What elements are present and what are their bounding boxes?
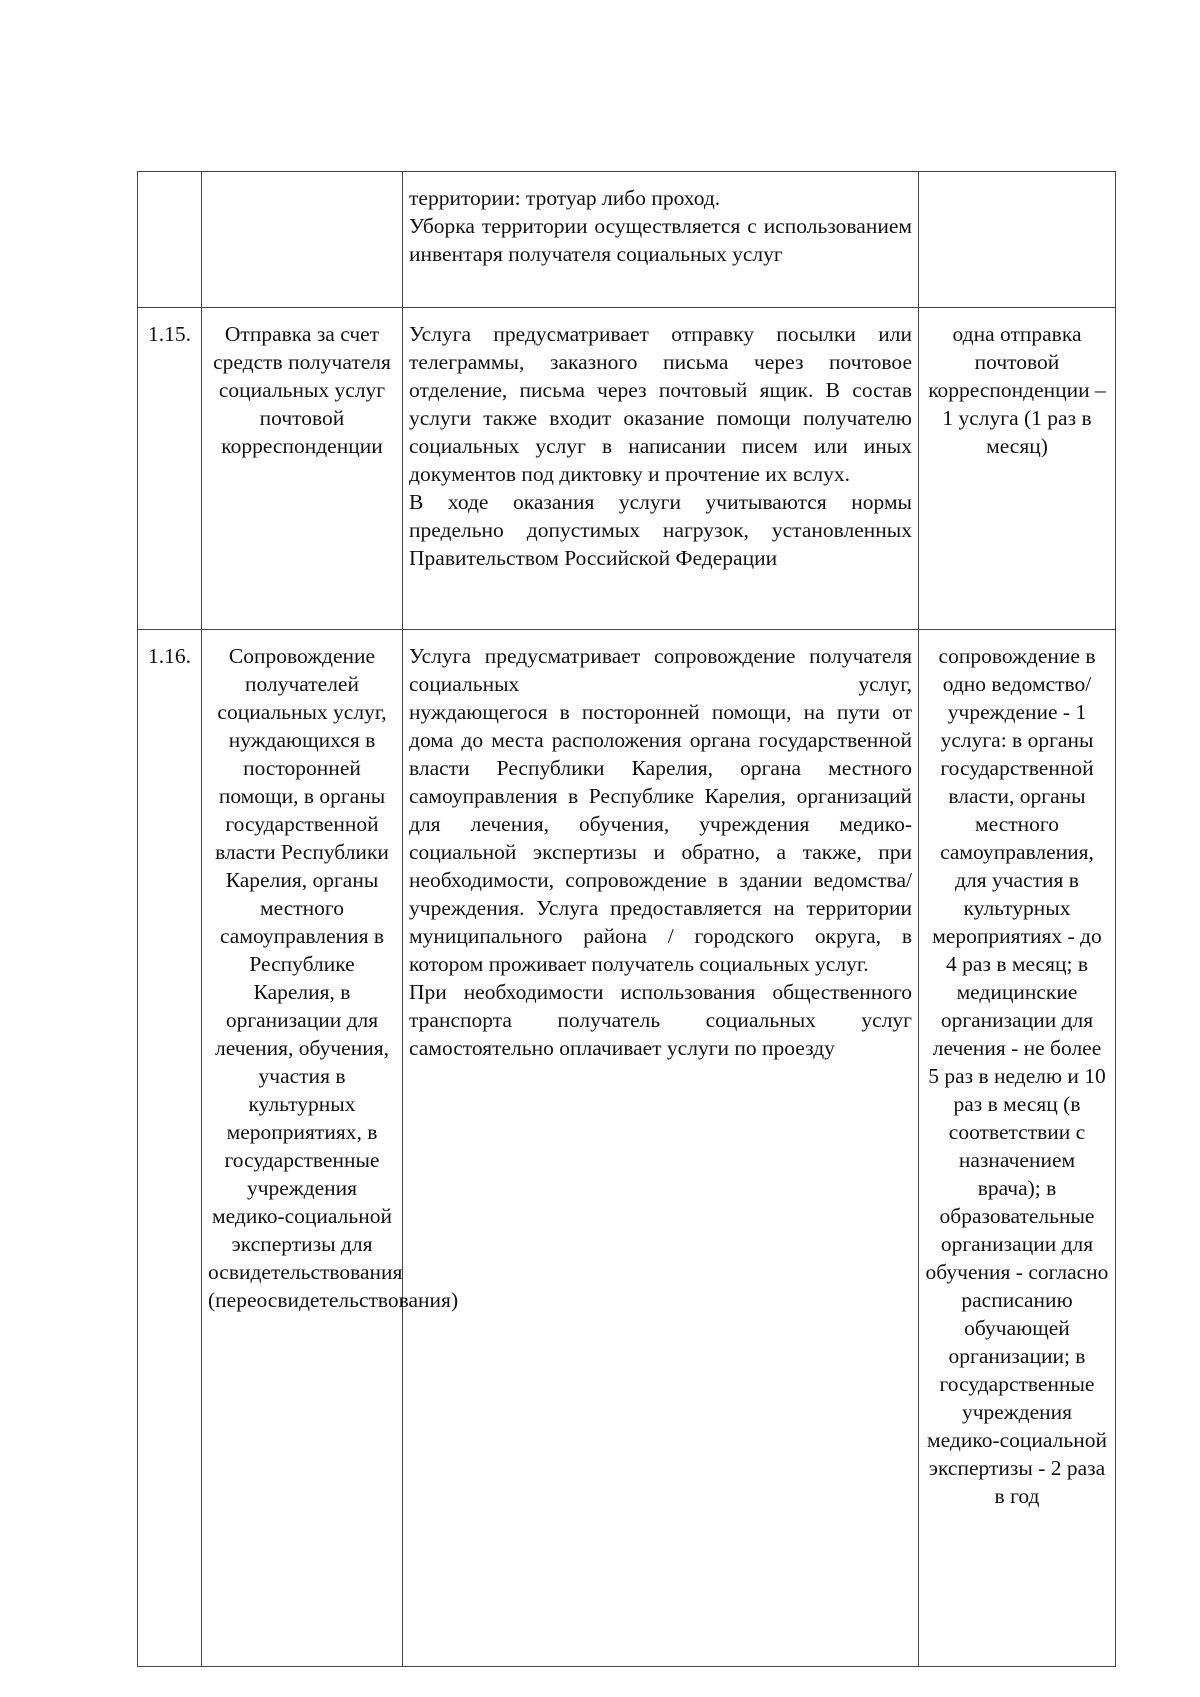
service-description-cell <box>403 630 919 1667</box>
description-paragraph: Уборка территории осуществляется с использованием инвентаря получателя социальных услуг <box>409 214 912 266</box>
row-number-cell: 1.16. <box>138 630 202 1667</box>
service-description-cell <box>403 308 919 630</box>
service-volume-cell <box>919 172 1116 308</box>
service-description-cell <box>403 172 919 308</box>
row-number-cell <box>138 172 202 308</box>
table-row <box>138 630 1116 1667</box>
description-paragraph: При необходимости использования общественного транспорта получатель социальных услуг самостоятельно оплачивает услуги по проезду <box>409 980 912 1060</box>
table-row <box>138 308 1116 630</box>
row-number-cell: 1.15. <box>138 308 202 630</box>
social-services-table <box>137 171 1116 1667</box>
service-name-cell: Сопровождение получателей социальных услуг, нуждающихся в посторонней помощи, в органы государственной власти Республики Карелия, органы местного самоуправления в Республике Карелия, в организации для лечения, обучения, участия в культурных мероприятиях, в государственные учреждения медико-социальной экспертизы для освидетельствования (переосвидетельствования) <box>202 630 403 1667</box>
description-paragraph: Услуга предусматривает сопровождение получателя социальных услуг, <box>409 644 912 696</box>
description-paragraph: В ходе оказания услуги учитываются нормы предельно допустимых нагрузок, установленных Правительством Российской Федерации <box>409 490 912 570</box>
description-paragraph: нуждающегося в посторонней помощи, на пути от дома до места расположения органа государственной власти Республики Карелия, органа местного самоуправления в Республике Карелия, организаций для лечения, обучения, учреждения медико-социальной экспертизы и обратно, а также, при необходимости, сопровождение в здании ведомства/учреждения. Услуга предоставляется на территории муниципального района / городского округа, в котором проживает получатель социальных услуг. <box>409 700 912 976</box>
table-row <box>138 172 1116 308</box>
service-name-cell <box>202 172 403 308</box>
service-volume-cell: сопровождение в одно ведомство/учреждение - 1 услуга: в органы государственной власти, органы местного самоуправления, для участия в культурных мероприятиях - до 4 раз в месяц; в медицинские организации для лечения - не более 5 раз в неделю и 10 раз в месяц (в соответствии с назначением врача); в образовательные организации для обучения - согласно расписанию обучающей организации; в государственные учреждения медико-социальной экспертизы - 2 раза в год <box>919 630 1116 1667</box>
service-volume-cell: одна отправка почтовой корреспонденции – 1 услуга (1 раз в месяц) <box>919 308 1116 630</box>
description-paragraph: территории: тротуар либо проход. <box>409 186 721 210</box>
service-name-cell: Отправка за счет средств получателя социальных услуг почтовой корреспонденции <box>202 308 403 630</box>
description-paragraph: Услуга предусматривает отправку посылки или телеграммы, заказного письма через почтовое отделение, письма через почтовый ящик. В состав услуги также входит оказание помощи получателю социальных услуг в написании писем или иных документов под диктовку и прочтение их вслух. <box>409 322 912 486</box>
